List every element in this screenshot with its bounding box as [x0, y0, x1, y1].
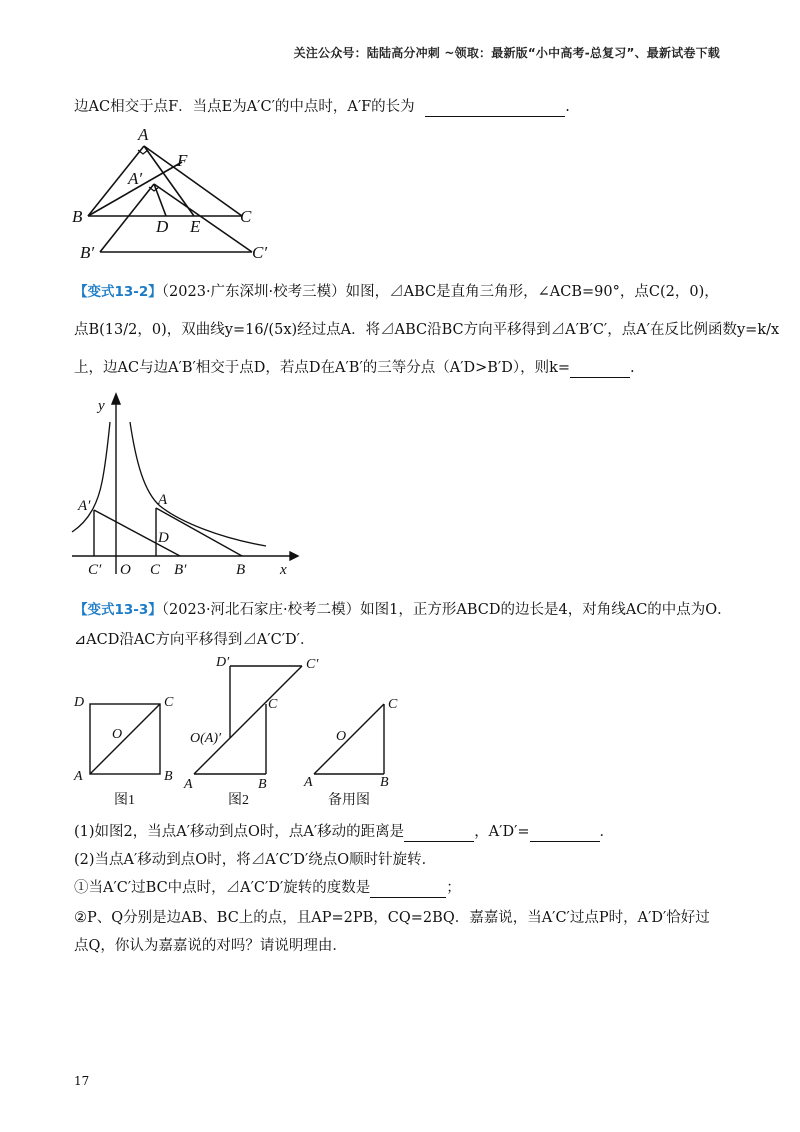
fig1-label-B: B	[164, 769, 173, 784]
figure-triangle-translation	[70, 122, 270, 262]
variant-13-2-line3: 上，边AC与边A′B′相交于点D，若点D在A′B′的三等分点（A′D>B′D），则k= .	[74, 360, 635, 376]
label-O: O	[120, 562, 131, 578]
label-C-prime: C′	[252, 243, 268, 262]
label-A: A	[138, 125, 149, 144]
problem-text: 上，边AC与边A′B′相交于点D，若点D在A′B′的三等分点（A′D>B′D），则k=	[74, 360, 571, 376]
fig2-label-O-A-prime: O(A)′	[190, 731, 222, 746]
label-C: C	[150, 562, 161, 578]
label-A-prime: A′	[128, 169, 143, 188]
label-A-prime: A′	[78, 498, 91, 514]
variant-13-3-line1	[74, 600, 732, 620]
page-number: 17	[74, 1074, 90, 1088]
fig3-label-O: O	[336, 729, 347, 744]
page-header: 关注公众号：陆陆高分冲刺 ~领取：最新版“小中高考-总复习”、最新试卷下载	[293, 46, 720, 60]
label-B: B	[72, 207, 83, 226]
question-2-part-2-line1: ②P、Q分别是边AB、BC上的点，且AP=2PB，CQ=2BQ．嘉嘉说，当A′C′过点P时，A′D′恰好过	[74, 910, 710, 926]
caption-spare: 备用图	[328, 793, 370, 808]
answer-blank	[530, 825, 600, 842]
label-C-prime: C′	[88, 562, 102, 578]
answer-blank	[425, 100, 565, 117]
fig1-label-D: D	[74, 695, 85, 710]
label-x-axis: x	[280, 562, 287, 578]
fig2-label-A: A	[184, 777, 193, 792]
label-C: C	[240, 207, 252, 226]
caption-fig2: 图2	[228, 793, 249, 808]
label-F: F	[177, 151, 188, 170]
question-2-part-1: ①当A′C′过BC中点时，⊿A′C′D′旋转的度数是 ；	[74, 880, 461, 896]
fig3-label-B: B	[380, 775, 389, 790]
variant-tag: 【变式13-3】	[74, 602, 162, 618]
fig1-label-C: C	[164, 695, 174, 710]
figure-square-translation	[70, 652, 430, 812]
label-D: D	[156, 217, 169, 236]
label-E: E	[190, 217, 201, 236]
fig3-label-A: A	[304, 775, 313, 790]
variant-13-3-line2: ⊿ACD沿AC方向平移得到⊿A′C′D′．	[74, 632, 315, 648]
variant-tag: 【变式13-2】	[74, 284, 162, 300]
answer-blank	[404, 825, 474, 842]
fig2-label-C-prime: C′	[306, 657, 319, 672]
label-A: A	[158, 492, 168, 508]
fig1-label-O: O	[112, 727, 123, 742]
problem-text: （2023·广东深圳·校考三模）如图，⊿ABC是直角三角形，∠ACB=90°，点C(2，0)，	[161, 284, 719, 300]
label-B-prime: B′	[80, 243, 95, 262]
label-B: B	[236, 562, 246, 578]
variant-13-2-line1	[74, 282, 719, 302]
fig2-label-D-prime: D′	[216, 655, 230, 670]
answer-blank	[370, 881, 446, 898]
label-B-prime: B′	[174, 562, 187, 578]
variant-13-2-line2: 点B(13/2，0)，双曲线y=16/(5x)经过点A．将⊿ABC沿BC方向平移得到⊿A′B′C′，点A′在反比例函数y=k/x	[74, 322, 780, 338]
answer-blank	[570, 361, 630, 378]
label-y-axis: y	[98, 398, 105, 414]
question-2: (2)当点A′移动到点O时，将⊿A′C′D′绕点O顺时针旋转．	[74, 852, 437, 868]
fig2-label-B: B	[258, 777, 267, 792]
fig1-label-A: A	[74, 769, 83, 784]
fig2-label-C: C	[268, 697, 278, 712]
question-1: (1)如图2，当点A′移动到点O时，点A′移动的距离是 ，A′D′= ．	[74, 824, 615, 840]
problem-text: 边AC相交于点F．当点E为A′C′的中点时，A′F的长为	[74, 99, 415, 115]
label-D: D	[158, 530, 169, 546]
figure-hyperbola-graph	[70, 392, 300, 582]
problem-text-line: 边AC相交于点F．当点E为A′C′的中点时，A′F的长为 .	[74, 99, 570, 115]
caption-fig1: 图1	[114, 793, 135, 808]
problem-text: （2023·河北石家庄·校考二模）如图1，正方形ABCD的边长是4，对角线AC的中点为O．	[161, 602, 732, 618]
fig3-label-C: C	[388, 697, 398, 712]
question-2-part-2-line2: 点Q，你认为嘉嘉说的对吗？请说明理由．	[74, 938, 347, 954]
